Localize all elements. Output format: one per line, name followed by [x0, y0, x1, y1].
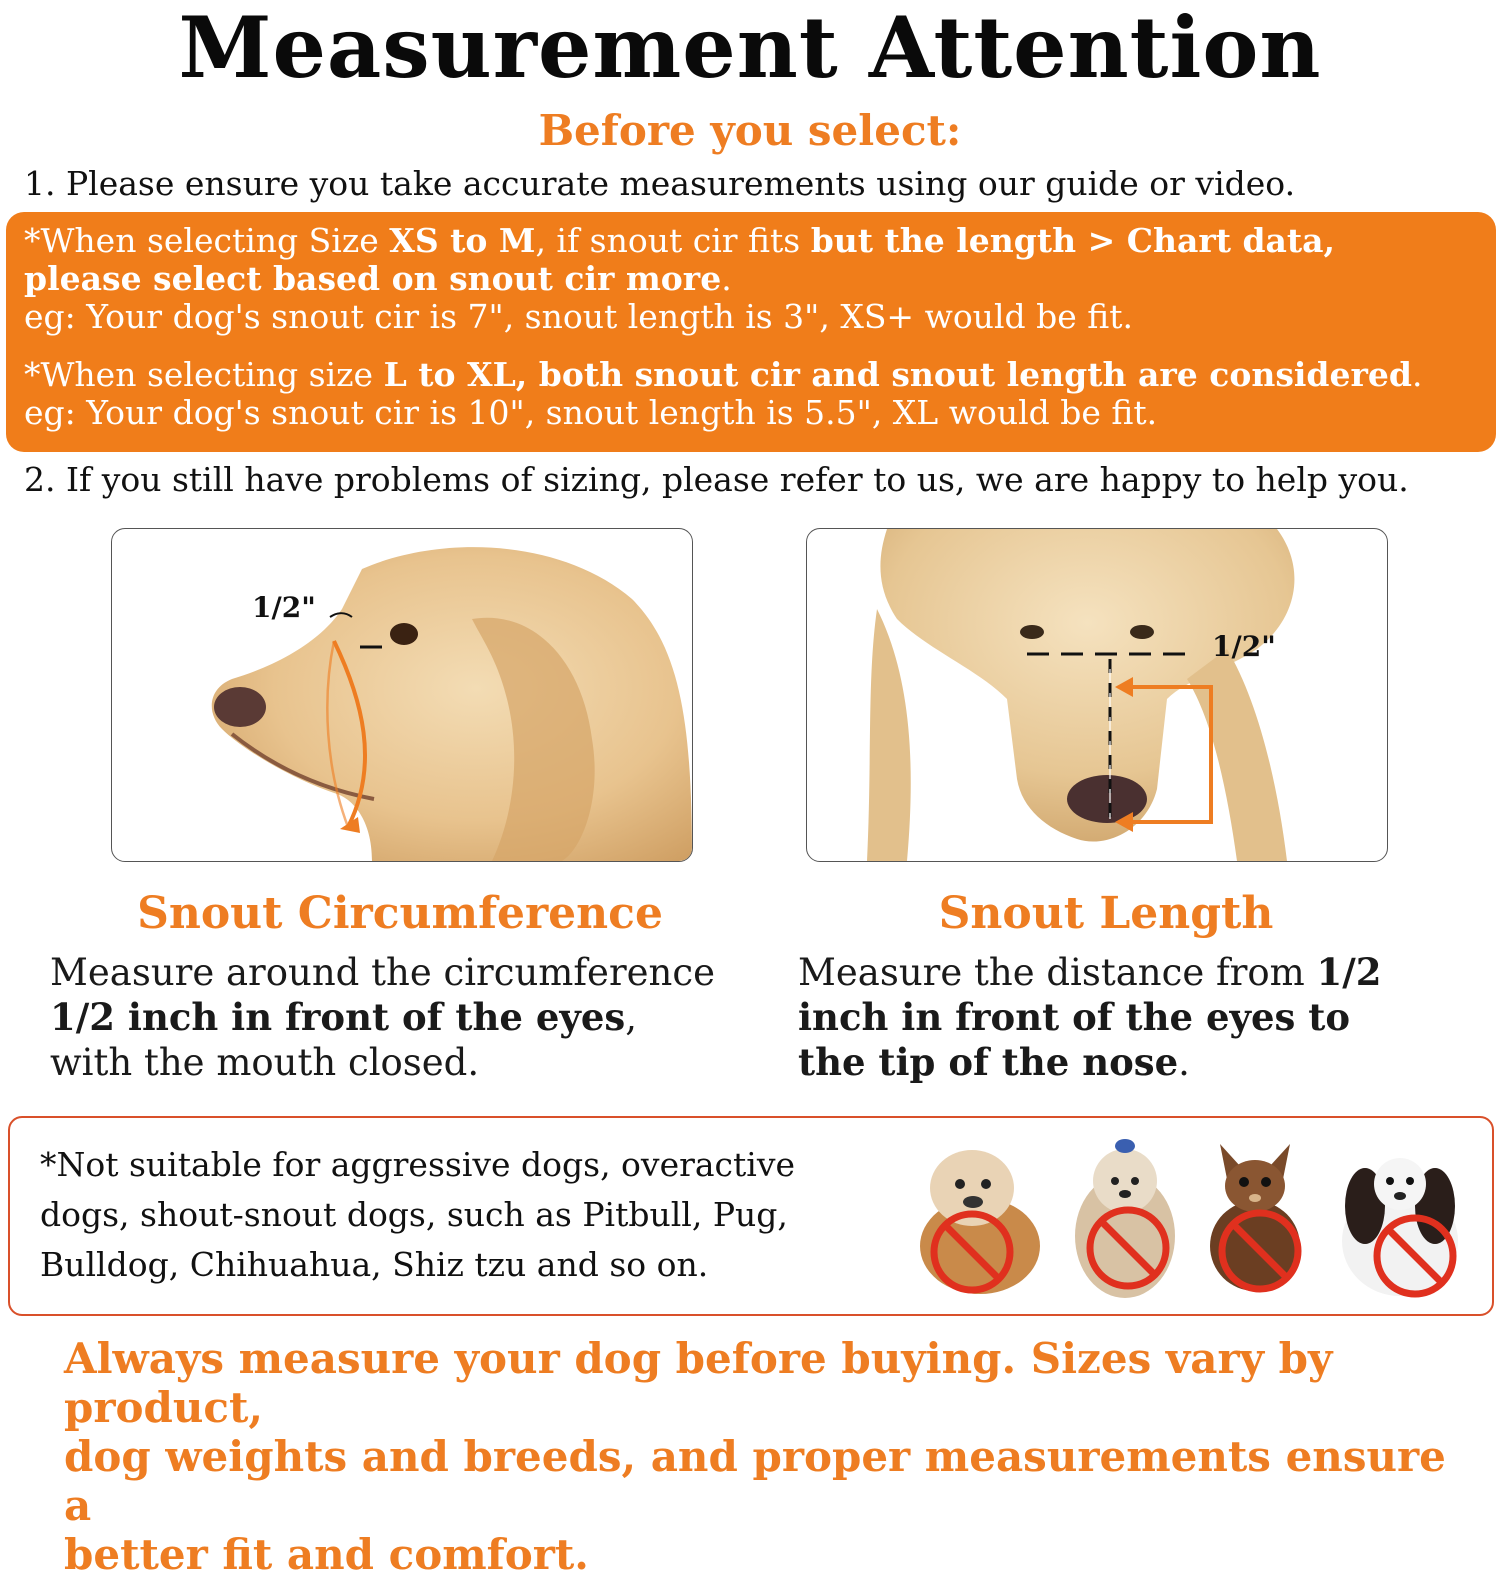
snout-circumference-photo — [111, 528, 693, 862]
tip-l-xl-example: eg: Your dog's snout cir is 10", snout length is 5.5", XL would be fit. — [24, 393, 1158, 432]
footer-advice: Always measure your dog before buying. Sizes vary by product, dog weights and breeds, and proper measurements ensure a better fit and comfort. — [64, 1334, 1446, 1579]
instruction-2: 2. If you still have problems of sizing, please refer to us, we are happy to help you. — [24, 460, 1409, 499]
cavalier-icon — [1342, 1158, 1458, 1296]
tip-xs-m-line2: please select based on snout cir more. — [24, 259, 732, 298]
warning-text: *Not suitable for aggressive dogs, overactive dogs, shout-snout dogs, such as Pitbull, Pug, Bulldog, Chihuahua, Shiz tzu and so on. — [40, 1145, 796, 1284]
shih-tzu-icon — [1075, 1139, 1175, 1298]
snout-length-photo — [806, 528, 1388, 862]
instruction-1: 1. Please ensure you take accurate measurements using our guide or video. — [24, 164, 1296, 203]
bulldog-icon — [920, 1150, 1040, 1294]
tip-xs-m-line1: *When selecting Size XS to M, if snout cir fits but the length > Chart data, — [24, 221, 1336, 260]
half-inch-label-left: 1/2" — [252, 591, 316, 624]
size-tips-box — [6, 212, 1496, 452]
snout-circumference-description: Measure around the circumference 1/2 inch in front of the eyes, with the mouth closed. — [50, 951, 715, 1084]
chihuahua-icon — [1210, 1144, 1300, 1291]
snout-circumference-title: Snout Circumference — [137, 888, 663, 939]
restricted-breeds-illustration — [910, 1126, 1480, 1306]
tip-l-xl-line1: *When selecting size L to XL, both snout cir and snout length are considered. — [24, 355, 1423, 394]
tip-xs-m-example: eg: Your dog's snout cir is 7", snout length is 3", XS+ would be fit. — [24, 297, 1134, 336]
half-inch-label-right: 1/2" — [1212, 630, 1276, 663]
unsuitable-dogs-warning — [8, 1116, 1494, 1316]
snout-length-description: Measure the distance from 1/2 inch in front of the eyes to the tip of the nose. — [798, 950, 1382, 1084]
page-title: Measurement Attention — [178, 0, 1322, 97]
section-subtitle: Before you select: — [538, 106, 962, 155]
snout-length-title: Snout Length — [938, 888, 1274, 939]
